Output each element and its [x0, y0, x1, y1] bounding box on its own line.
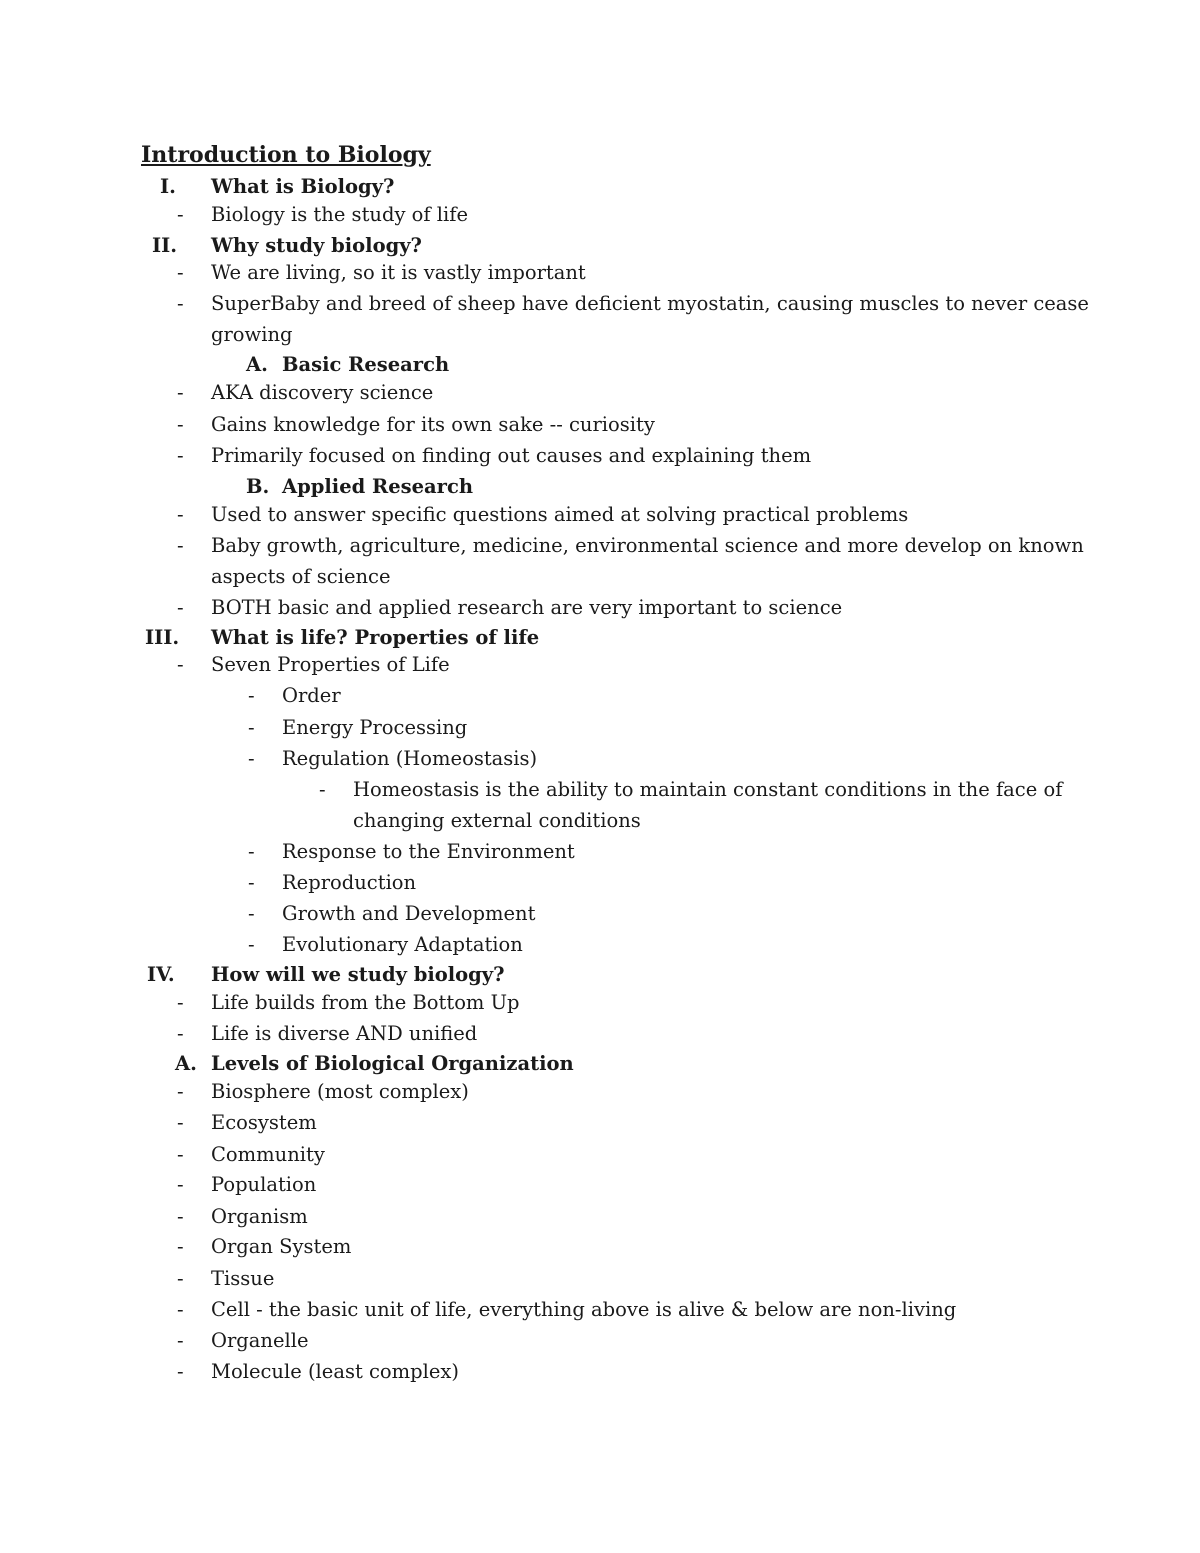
item-text: Energy Processing	[282, 716, 468, 739]
dash-bullet: -	[177, 1111, 184, 1134]
item-text: Primarily focused on finding out causes and explaining them	[211, 444, 812, 467]
letter-marker: B.	[246, 475, 270, 498]
item-text: Tissue	[211, 1267, 275, 1290]
dash-bullet: -	[177, 534, 184, 557]
item-text: Reproduction	[282, 871, 417, 894]
item-text: Ecosystem	[211, 1111, 317, 1134]
heading-text: What is life? Properties of life	[211, 626, 540, 649]
item-text: Biosphere (most complex)	[211, 1080, 469, 1103]
roman-numeral: II.	[152, 234, 178, 257]
item-text: Organism	[211, 1205, 308, 1228]
dash-bullet: -	[177, 653, 184, 676]
item-text: Organelle	[211, 1329, 309, 1352]
heading-text: Why study biology?	[211, 234, 422, 257]
item-text: AKA discovery science	[211, 381, 434, 404]
dash-bullet: -	[248, 902, 255, 925]
item-text: changing external conditions	[353, 809, 641, 832]
dash-bullet: -	[177, 261, 184, 284]
dash-bullet: -	[177, 1329, 184, 1352]
item-text: Gains knowledge for its own sake -- curiosity	[211, 413, 655, 436]
item-text: Regulation (Homeostasis)	[282, 747, 538, 770]
dash-bullet: -	[248, 933, 255, 956]
heading-text: Applied Research	[282, 475, 474, 498]
item-text: BOTH basic and applied research are very important to science	[211, 596, 843, 619]
dash-bullet: -	[177, 991, 184, 1014]
item-text: Molecule (least complex)	[211, 1360, 460, 1383]
letter-marker: A.	[175, 1052, 197, 1075]
item-text: growing	[211, 323, 293, 346]
item-text: Life builds from the Bottom Up	[211, 991, 520, 1014]
dash-bullet: -	[177, 1173, 184, 1196]
item-text: Order	[282, 684, 341, 707]
item-text: Population	[211, 1173, 317, 1196]
letter-marker: A.	[246, 353, 268, 376]
heading-text: Levels of Biological Organization	[211, 1052, 574, 1075]
document-title: Introduction to Biology	[141, 142, 431, 168]
dash-bullet: -	[177, 444, 184, 467]
item-text: Response to the Environment	[282, 840, 575, 863]
dash-bullet: -	[177, 1143, 184, 1166]
heading-text: What is Biology?	[211, 175, 395, 198]
item-text: We are living, so it is vastly important	[211, 261, 586, 284]
dash-bullet: -	[248, 747, 255, 770]
item-text: Biology is the study of life	[211, 203, 469, 226]
dash-bullet: -	[177, 1022, 184, 1045]
dash-bullet: -	[177, 1267, 184, 1290]
item-text: Used to answer specific questions aimed at solving practical problems	[211, 503, 909, 526]
dash-bullet: -	[177, 413, 184, 436]
dash-bullet: -	[177, 503, 184, 526]
item-text: Evolutionary Adaptation	[282, 933, 523, 956]
dash-bullet: -	[177, 292, 184, 315]
dash-bullet: -	[319, 778, 326, 801]
heading-text: How will we study biology?	[211, 963, 505, 986]
dash-bullet: -	[177, 1360, 184, 1383]
item-text: Homeostasis is the ability to maintain constant conditions in the face of	[353, 778, 1063, 801]
item-text: SuperBaby and breed of sheep have deficient myostatin, causing muscles to never cease	[211, 292, 1089, 315]
item-text: aspects of science	[211, 565, 391, 588]
roman-numeral: III.	[145, 626, 180, 649]
item-text: Seven Properties of Life	[211, 653, 450, 676]
item-text: Life is diverse AND unified	[211, 1022, 478, 1045]
dash-bullet: -	[177, 1298, 184, 1321]
dash-bullet: -	[248, 684, 255, 707]
roman-numeral: IV.	[147, 963, 175, 986]
dash-bullet: -	[177, 1205, 184, 1228]
dash-bullet: -	[248, 871, 255, 894]
dash-bullet: -	[177, 596, 184, 619]
item-text: Cell - the basic unit of life, everything above is alive & below are non-living	[211, 1298, 957, 1321]
roman-numeral: I.	[160, 175, 176, 198]
item-text: Organ System	[211, 1235, 352, 1258]
dash-bullet: -	[177, 381, 184, 404]
dash-bullet: -	[248, 716, 255, 739]
dash-bullet: -	[177, 1235, 184, 1258]
dash-bullet: -	[177, 1080, 184, 1103]
heading-text: Basic Research	[282, 353, 450, 376]
dash-bullet: -	[177, 203, 184, 226]
item-text: Growth and Development	[282, 902, 536, 925]
dash-bullet: -	[248, 840, 255, 863]
item-text: Community	[211, 1143, 325, 1166]
item-text: Baby growth, agriculture, medicine, environmental science and more develop on known	[211, 534, 1084, 557]
